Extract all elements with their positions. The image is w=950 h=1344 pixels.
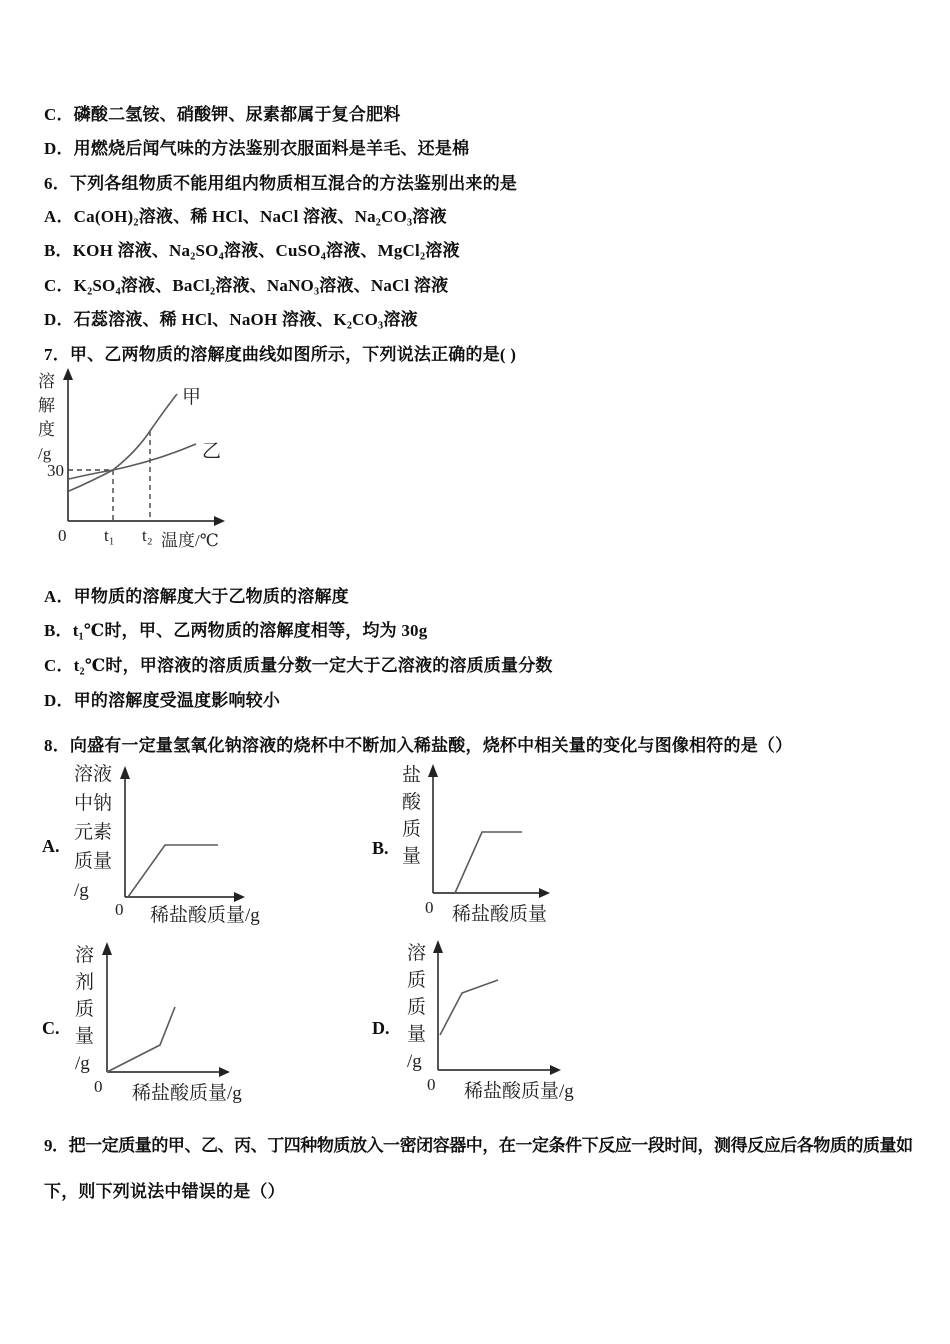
q9-stem-line2: 下，则下列说法中错误的是（）: [44, 1182, 285, 1201]
ylabel-row: 溶: [407, 943, 427, 964]
x-axis-arrow-icon: [539, 888, 550, 898]
series-label-jia: 甲: [182, 387, 202, 408]
y-axis-label-row: /g: [38, 444, 52, 463]
q7-option-c: C．t₂℃时，甲溶液的溶质质量分数一定大于乙溶液的溶质质量分数: [44, 656, 553, 675]
ylabel-row: 质: [407, 997, 427, 1018]
panel-b-ylabel: [402, 762, 421, 870]
x-tick-t1: t₁: [104, 526, 115, 545]
q8-panel-b-letter: B.: [372, 838, 389, 858]
curve-jia: [69, 394, 177, 491]
x-axis-arrow-icon: [219, 1067, 230, 1077]
x-tick-0: 0: [58, 526, 67, 545]
panel-d-curve: [440, 980, 498, 1035]
ylabel-row: 量: [75, 1026, 95, 1047]
ylabel-row: 酸: [402, 792, 422, 813]
q8-panel-d: [372, 936, 612, 1108]
ylabel-row: 量: [407, 1024, 427, 1045]
q7-option-b: B．t₁℃时，甲、乙两物质的溶解度相等，均为 30g: [44, 621, 428, 640]
q6-stem: 6．下列各组物质不能用组内物质相互混合的方法鉴别出来的是: [44, 174, 518, 193]
y-axis-label-row: 溶: [38, 372, 55, 391]
x-axis-label: 温度/℃: [161, 531, 219, 550]
ylabel-row: 质: [75, 999, 95, 1020]
ylabel-row: 元素: [74, 822, 113, 843]
series-label-yi: 乙: [202, 441, 222, 462]
panel-a-curve: [128, 845, 218, 897]
q7-solubility-chart: [28, 368, 238, 563]
y-axis-arrow-icon: [433, 940, 443, 953]
q7-stem: 7．甲、乙两物质的溶解度曲线如图所示，下列说法正确的是( ): [44, 345, 517, 364]
curve-yi: [69, 444, 196, 479]
ylabel-row: /g: [75, 1053, 90, 1074]
panel-d-origin: 0: [427, 1075, 436, 1094]
panel-b-origin: 0: [425, 898, 434, 917]
q6-option-b: B．KOH 溶液、Na₂SO₄溶液、CuSO₄溶液、MgCl₂溶液: [44, 241, 460, 260]
ylabel-row: 溶: [75, 945, 95, 966]
y-axis-label-row: 度: [38, 420, 55, 439]
panel-a-xlabel: 稀盐酸质量/g: [150, 905, 260, 926]
q5-option-c: C．磷酸二氢铵、硝酸钾、尿素都属于复合肥料: [44, 105, 401, 124]
panel-c-xlabel: 稀盐酸质量/g: [132, 1083, 242, 1104]
ylabel-row: /g: [407, 1051, 422, 1072]
y-tick-30: 30: [47, 461, 64, 480]
q8-stem: 8．向盛有一定量氢氧化钠溶液的烧杯中不断加入稀盐酸，烧杯中相关量的变化与图像相符的是（）: [44, 736, 793, 755]
panel-d-xlabel: 稀盐酸质量/g: [464, 1081, 574, 1102]
q8-panel-c: [42, 936, 282, 1108]
ylabel-row: 质量: [74, 851, 113, 872]
y-axis-label: [38, 370, 55, 466]
q9-stem-line1: 9．把一定质量的甲、乙、丙、丁四种物质放入一密闭容器中，在一定条件下反应一段时间，测得反应后各物质的质量如: [44, 1136, 913, 1155]
ylabel-row: 中钠: [74, 793, 113, 814]
q7-option-a: A．甲物质的溶解度大于乙物质的溶解度: [44, 587, 349, 606]
y-axis-arrow-icon: [63, 368, 73, 380]
ylabel-row: 质: [402, 819, 422, 840]
panel-c-ylabel: [75, 942, 94, 1077]
panel-a-ylabel: [74, 760, 112, 905]
x-axis-arrow-icon: [550, 1065, 561, 1075]
x-axis-arrow-icon: [214, 516, 225, 526]
y-axis-arrow-icon: [102, 942, 112, 955]
q8-panel-c-letter: C.: [42, 1018, 60, 1038]
q8-panel-a: [42, 758, 282, 926]
q8-panel-b: [372, 758, 612, 926]
ylabel-row: 量: [402, 846, 422, 867]
q6-option-a: A．Ca(OH)₂溶液、稀 HCl、NaCl 溶液、Na₂CO₃溶液: [44, 207, 447, 226]
panel-c-curve: [107, 1007, 175, 1072]
panel-b-curve: [455, 832, 522, 893]
y-axis-arrow-icon: [428, 764, 438, 777]
q7-option-d: D．甲的溶解度受温度影响较小: [44, 691, 281, 710]
ylabel-row: 质: [407, 970, 427, 991]
y-axis-arrow-icon: [120, 766, 130, 779]
q5-option-d: D．用燃烧后闻气味的方法鉴别衣服面料是羊毛、还是棉: [44, 139, 470, 158]
x-tick-t2: t₂: [142, 526, 153, 545]
q8-panel-d-letter: D.: [372, 1018, 390, 1038]
ylabel-row: 盐: [402, 765, 422, 786]
panel-c-origin: 0: [94, 1077, 103, 1096]
panel-d-ylabel: [407, 940, 426, 1075]
ylabel-row: 溶液: [74, 764, 113, 785]
ylabel-row: 剂: [75, 972, 95, 993]
ylabel-row: /g: [74, 880, 89, 901]
q6-option-d: D．石蕊溶液、稀 HCl、NaOH 溶液、K₂CO₃溶液: [44, 310, 418, 329]
q8-panel-a-letter: A.: [42, 836, 60, 856]
panel-b-xlabel: 稀盐酸质量: [452, 904, 548, 925]
panel-a-origin: 0: [115, 900, 124, 919]
q6-option-c: C．K₂SO₄溶液、BaCl₂溶液、NaNO₃溶液、NaCl 溶液: [44, 276, 449, 295]
y-axis-label-row: 解: [38, 396, 55, 415]
